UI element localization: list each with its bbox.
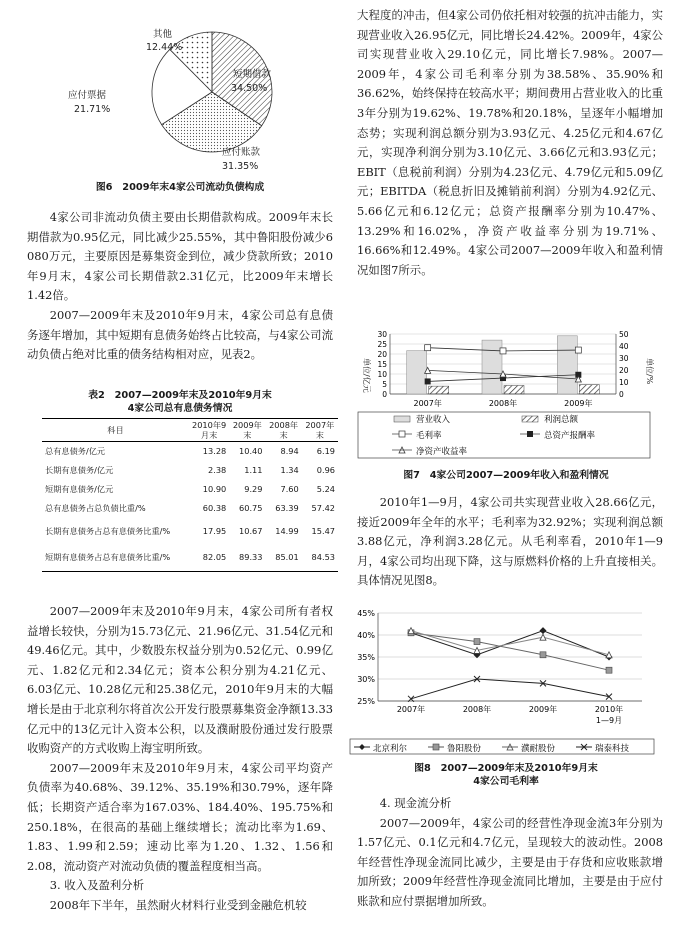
- point-luyang: [540, 652, 546, 658]
- y-tick-label: 20: [377, 350, 387, 359]
- table2-title-line2: 4家公司总有息债务情况: [127, 403, 233, 414]
- legend-item-ruitai: [576, 743, 630, 754]
- y2-tick-label: 20: [619, 366, 629, 375]
- table-cell: 60.38: [202, 503, 227, 513]
- figure6-pie-chart: [60, 0, 350, 180]
- pie-label-payable: 应付账款: [222, 147, 261, 158]
- section-heading-cashflow: 4. 现金流分析: [379, 796, 452, 810]
- left-paragraph-1: 4家公司非流动负债主要由长期借款构成。2009年末长期借款为0.95亿元，同比减少25.55%，其中鲁阳股份减少6 080万元，主要原因是募集资金到位，减少贷款所致；2010年9月末，4家公司长期借款2.31亿元，比2009年末增长1.42倍。: [27, 210, 333, 303]
- left-paragraph-5: 2008年下半年，虽然耐火材料行业受到金融危机较: [49, 897, 307, 912]
- table-cell-label: 总有息债务/亿元: [45, 445, 106, 456]
- table-cell: 63.39: [275, 503, 299, 513]
- table-row: [42, 480, 338, 499]
- table2-header-item: 科目: [107, 425, 124, 435]
- figure6-caption: 图6 2009年末4家公司流动负债构成: [95, 182, 265, 193]
- table-cell: 10.40: [239, 446, 263, 457]
- y2-tick-label: 30: [619, 354, 629, 363]
- legend-label-luyang: 鲁阳股份: [447, 744, 482, 754]
- legend-label-profit: 利润总额: [544, 415, 579, 425]
- y2-tick-label: 0: [619, 390, 624, 399]
- legend-item-luyang: [428, 743, 482, 754]
- y-tick-label: 0: [382, 390, 387, 399]
- y2-tick-label: 10: [619, 378, 629, 387]
- y-tick-label: 15: [377, 360, 387, 369]
- legend-label-punai: 濮耐股份: [521, 744, 556, 754]
- table2-header-col: 2009年末: [232, 420, 262, 440]
- y2-tick-label: 50: [619, 330, 629, 339]
- y-tick-label: 5: [382, 380, 387, 389]
- legend-label-gross-margin: 毛利率: [416, 431, 442, 441]
- table-cell: 7.60: [280, 484, 299, 494]
- figure7-chart: [354, 328, 654, 460]
- y-tick-label: 30: [377, 330, 387, 339]
- series-line: [411, 633, 609, 670]
- right-paragraph-2: 2010年1—9月，4家公司共实现营业收入28.66亿元，接近2009年全年的水平；毛利率为32.92%；实现利润总额3.88亿元，净利润3.28亿元。从毛利率看，2010年1—9月，4家公司均出现下降，这与原燃料价格的上升直接相关。具体情况见图8。: [357, 495, 663, 588]
- table-cell-label: 长期有息债务占总有息债务比重/%: [45, 525, 171, 536]
- legend-label-beijing-lier: 北京利尔: [373, 744, 408, 754]
- point-luyang: [474, 639, 480, 645]
- y2-tick-label: 40: [619, 342, 629, 351]
- table-cell: 14.99: [275, 525, 299, 536]
- right-paragraph-1: 大程度的冲击，但4家公司仍依托相对较强的抗冲击能力，实现营业收入26.95亿元，同比增长24.42%。2009年，4家公司实现营业收入29.10亿元，同比增长7.98%。2007—2009年，4家公司毛利率分别为38.58%、35.90%和36.62%，始终保持在较高水平；期间费用占营业收入的比重3年分别为19.62%、19.78%和20.18%，呈逐年小幅增加态势；实现利润总额分别为3.93亿元、4.25亿元和4.67亿元，实现净利润分别为3.10亿元、3.66亿元和3.93亿元；EBIT（息税前利润）分别为4.23亿元、4.79亿元和5.09亿元；EBITDA（税息折旧及摊销前利润）分别为4.92亿元、5.66亿元和6.12亿元；总资产报酬率分别为10.47%、13.29%和16.02%，净资产收益率分别为19.71%、16.66%和12.49%。4家公司2007—2009年收入和盈利情况如图7所示。: [357, 8, 663, 277]
- table-cell-label: 短期有息债务/亿元: [45, 483, 114, 494]
- y-tick-label: 45%: [357, 609, 375, 618]
- legend-marker-square-icon: [399, 431, 405, 437]
- table-cell: 17.95: [202, 525, 227, 536]
- legend-label-revenue: 营业收入: [416, 415, 451, 425]
- table-cell: 8.94: [280, 446, 299, 457]
- figure7-ylabel-right: 单位/%: [645, 358, 654, 385]
- bar-revenue: [557, 336, 577, 394]
- point-gross-margin: [500, 348, 506, 354]
- x-tick-label: 2008年: [488, 399, 518, 408]
- x-tick-label: 2007年: [413, 399, 442, 408]
- figure8-chart: [344, 605, 660, 757]
- table2-header-col: 2007年末: [305, 420, 335, 440]
- table-row: [42, 544, 338, 572]
- table-cell: 13.28: [202, 446, 227, 457]
- table-row: [42, 518, 338, 544]
- x-tick-label: 2007年: [396, 705, 426, 714]
- table-cell: 57.42: [311, 503, 335, 513]
- legend-item-profit: [522, 414, 579, 425]
- table-cell: 9.29: [244, 484, 263, 494]
- bar-profit: [504, 386, 524, 395]
- table2-title: [30, 389, 330, 415]
- table-cell-label: 短期有息债务占总有息债务比重/%: [45, 552, 171, 563]
- point-gross-margin: [575, 347, 581, 353]
- table-cell: 10.67: [239, 525, 263, 536]
- legend-label-ruitai: 瑞泰科技: [595, 744, 630, 754]
- legend-item-punai: [502, 743, 556, 754]
- pie-pct-short-loan: 34.50%: [231, 83, 268, 94]
- legend-label-roa: 总资产报酬率: [544, 431, 596, 441]
- pie-pct-payable: 31.35%: [222, 161, 259, 172]
- table-cell: 0.96: [316, 465, 335, 475]
- table2-header-col: 2008年末: [269, 420, 299, 440]
- left-paragraph-4: 2007—2009年末及2010年9月末，4家公司平均资产负债率为40.68%、39.12%、35.19%和30.79%，逐年降低；长期资产适合率为167.03%、184.40%、195.75%和250.18%，在很高的基础上继续增长；流动比率为1.69、1.83、1.99和2.59；速动比率为1.20、1.32、1.56和2.08，流动资产对流动负债的覆盖程度相当高。: [27, 760, 333, 873]
- figure8-caption: [356, 762, 656, 788]
- figure8-caption-line1: 图8 2007—2009年末及2010年9月末: [414, 763, 598, 774]
- y-tick-label: 35%: [357, 653, 375, 662]
- point-beijing-lier: [540, 627, 547, 634]
- left-paragraph-3: 2007—2009年末及2010年9月末，4家公司所有者权益增长较快，分别为15.73亿元、21.96亿元、31.54亿元和49.46亿元。其中，少数股东权益分别为0.52亿元、0.99亿元、1.82亿元和2.34亿元；资本公积分别为4.21亿元、6.03亿元、10.28亿元和25.38亿元，2010年9月末的大幅增长是由于北京利尔将首次公开发行股票募集资金净额13.33亿元中的13亿元计入资本公积，以及濮耐股份通过发行股票收购资产的方式收购上海宝明所致。: [27, 604, 333, 756]
- point-roa: [425, 378, 431, 384]
- legend-swatch-profit-icon: [522, 416, 538, 422]
- table-cell: 82.05: [202, 552, 227, 563]
- bar-profit: [429, 386, 449, 394]
- y-tick-label: 30%: [357, 675, 375, 684]
- pie-label-other: 其他: [153, 29, 173, 40]
- bar-revenue: [482, 340, 502, 394]
- x-tick-label: 2009年: [564, 399, 593, 408]
- point-punai: [606, 652, 612, 658]
- table-cell: 85.01: [275, 552, 299, 563]
- pie-pct-notes: 21.71%: [74, 104, 111, 115]
- x-tick-label: 2010年: [594, 705, 624, 714]
- point-luyang: [606, 667, 612, 673]
- x-tick-label: 1—9月: [595, 716, 623, 725]
- figure7-caption: 图7 4家公司2007—2009年收入和盈利情况: [403, 470, 609, 481]
- bar-profit: [579, 385, 599, 394]
- legend-item-gross-margin: [392, 430, 442, 441]
- table-cell: 89.33: [239, 552, 263, 563]
- table-cell: 5.24: [316, 484, 335, 494]
- figure8-caption-line2: 4家公司毛利率: [473, 776, 539, 787]
- table-cell: 1.11: [244, 465, 263, 475]
- table-row: [42, 499, 338, 518]
- table-row: [42, 442, 338, 461]
- x-tick-label: 2008年: [462, 705, 492, 714]
- legend-marker-filled-square-icon: [527, 431, 533, 437]
- y-tick-label: 25: [377, 340, 387, 349]
- table-cell: 2.38: [208, 465, 227, 475]
- legend-item-roe: [392, 446, 468, 457]
- legend-swatch-revenue-icon: [394, 416, 410, 422]
- table-cell: 10.90: [202, 484, 227, 494]
- table-cell-label: 长期有息债务/亿元: [45, 464, 114, 475]
- legend-item-roa: [520, 430, 596, 441]
- legend-marker-square-icon: [433, 744, 439, 750]
- table-cell: 15.47: [311, 525, 335, 536]
- pie-pct-other: 12.44%: [146, 42, 183, 53]
- table-cell: 60.75: [239, 503, 263, 513]
- y-tick-label: 40%: [357, 631, 375, 640]
- left-paragraph-2: 2007—2009年末及2010年9月末，4家公司总有息债务逐年增加，其中短期有息债务始终占比较高，与4家公司流动负债占绝对比重的债务结构相对应，见表2。: [27, 307, 333, 362]
- legend-label-roe: 净资产收益率: [416, 447, 468, 457]
- right-paragraph-3: 2007—2009年，4家公司的经营性净现金流3年分别为1.57亿元、0.1亿元和4.7亿元，呈现较大的波动性。2008年经营性净现金流同比减少，主要是由于存货和应收账款增加所致；2009年经营性净现金流同比增加，主要是由于应付账款和应付票据增加所致。: [357, 815, 663, 908]
- table-cell-label: 总有息债务占总负债比重/%: [45, 502, 146, 513]
- table-row: [42, 461, 338, 480]
- table-cell: 6.19: [316, 446, 335, 457]
- table-cell: 84.53: [311, 552, 335, 563]
- series-line: [411, 679, 609, 699]
- y-tick-label: 25%: [357, 697, 375, 706]
- table2-header-col: 2010年9月末: [192, 420, 227, 440]
- pie-label-notes: 应付票据: [68, 90, 107, 101]
- table-cell: 1.34: [280, 465, 299, 475]
- point-gross-margin: [425, 345, 431, 351]
- section-heading-income: 3. 收入及盈利分析: [49, 878, 145, 893]
- legend-item-revenue: [394, 414, 451, 425]
- table2: [42, 418, 338, 572]
- legend-marker-diamond-icon: [359, 744, 365, 750]
- legend-item-beijing-lier: [354, 743, 408, 754]
- x-tick-label: 2009年: [528, 705, 558, 714]
- bar-revenue: [407, 351, 427, 394]
- figure7-ylabel-left: 单位/亿元: [362, 358, 371, 393]
- pie-label-short-loan: 短期借款: [233, 69, 272, 80]
- y-tick-label: 10: [377, 370, 387, 379]
- table2-title-line1: 表2 2007—2009年末及2010年9月末: [88, 390, 272, 401]
